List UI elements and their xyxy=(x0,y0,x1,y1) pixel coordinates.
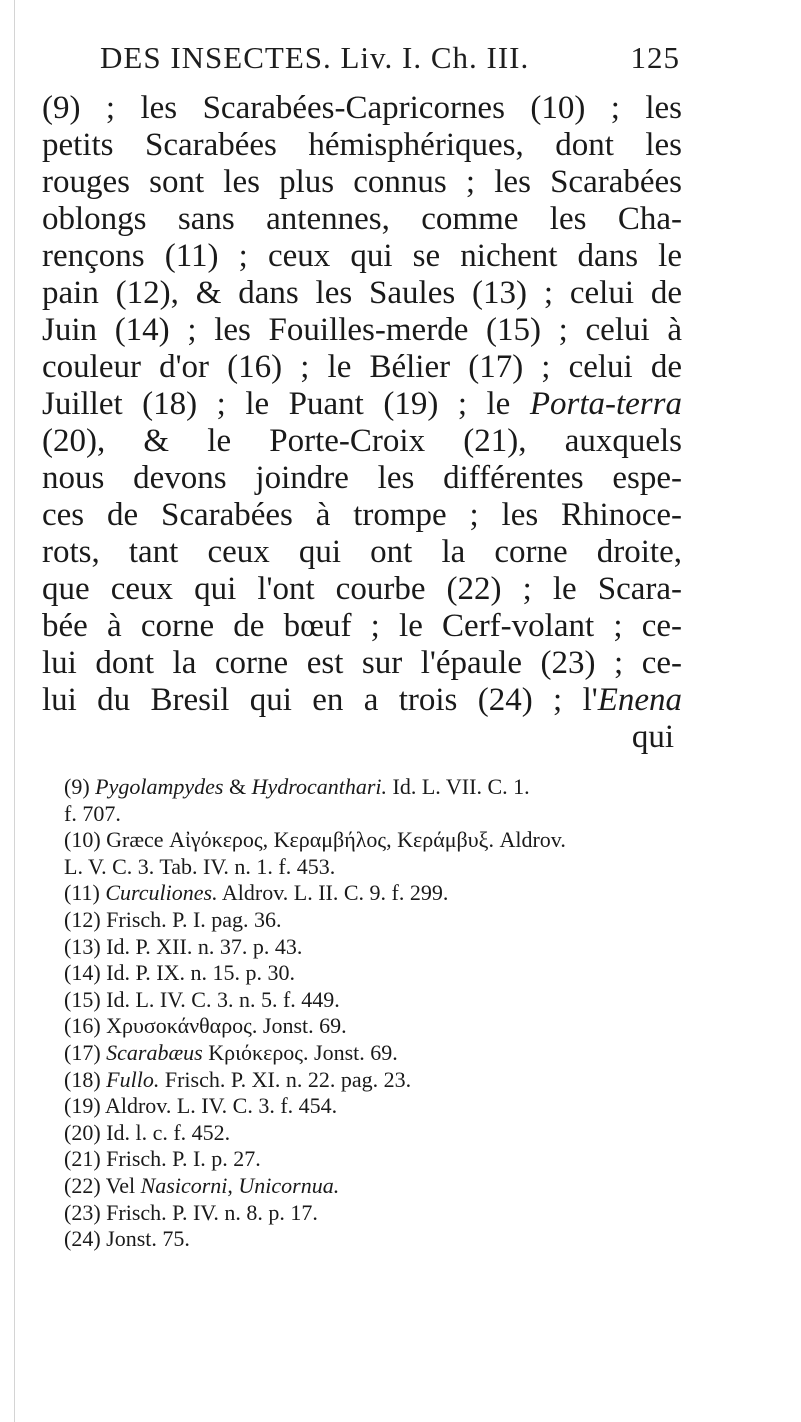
text-segment: Juillet (18) ; le Puant (19) ; le xyxy=(42,386,530,422)
footnote-22 xyxy=(64,1173,704,1200)
footnote-19: (19) Aldrov. L. IV. C. 3. f. 454. xyxy=(64,1093,338,1119)
note-text: (17) xyxy=(64,1039,107,1065)
text-line: nous devons joindre les différentes espe- xyxy=(42,460,682,496)
italic-term: Enena xyxy=(597,682,682,718)
note-text: & xyxy=(223,774,252,799)
note-text: Κριόκερος. Jonst. 69. xyxy=(202,1039,398,1065)
catchword: qui xyxy=(631,719,674,755)
footnote-11 xyxy=(64,880,704,907)
greek-text: Χρυσοκάνθαρος. xyxy=(106,1013,258,1039)
text-segment: lui du Bresil qui en a trois (24) ; l' xyxy=(42,682,598,718)
note-italic: Pygolampydes xyxy=(95,774,224,799)
page-edge xyxy=(14,0,15,1422)
note-italic: Curculiones. xyxy=(105,880,218,906)
note-text: (11) xyxy=(64,880,106,906)
note-text: (16) xyxy=(64,1013,107,1039)
note-number: (9) xyxy=(64,774,90,799)
note-text: (18) xyxy=(64,1066,107,1092)
note-italic: Fullo. xyxy=(106,1066,160,1092)
footnote-9-cont: f. 707. xyxy=(64,800,121,826)
text-line: (20), & le Porte-Croix (21), auxquels xyxy=(42,423,682,459)
text-line: lui dont la corne est sur l'épaule (23) ; ce- xyxy=(42,645,682,681)
footnote-16 xyxy=(64,1013,704,1040)
footnote-18 xyxy=(64,1067,704,1094)
footnote-20: (20) Id. l. c. f. 452. xyxy=(64,1119,231,1145)
greek-text: Αἰγόκερος, Κεραμβήλος, Κεράμβυξ. xyxy=(169,827,494,853)
note-italic: Hydrocanthari. xyxy=(251,774,388,799)
footnote-15: (15) Id. L. IV. C. 3. n. 5. f. 449. xyxy=(64,986,340,1012)
main-text xyxy=(42,90,682,756)
note-text: (22) Vel xyxy=(64,1172,141,1198)
note-text: Frisch. P. XI. n. 22. pag. 23. xyxy=(159,1066,412,1092)
text-line xyxy=(42,682,682,719)
text-line: bée à corne de bœuf ; le Cerf-volant ; ce- xyxy=(42,608,682,644)
note-text: (10) Græce xyxy=(64,827,170,853)
note-italic: Scarabæus xyxy=(106,1039,203,1065)
running-title: DES INSECTES. Liv. I. Ch. III. xyxy=(100,40,530,75)
text-line: couleur d'or (16) ; le Bélier (17) ; celui de xyxy=(42,349,682,385)
footnote-10-cont: L. V. C. 3. Tab. IV. n. 1. f. 453. xyxy=(64,853,336,879)
footnote-13: (13) Id. P. XII. n. 37. p. 43. xyxy=(64,933,303,959)
footnote-14: (14) Id. P. IX. n. 15. p. 30. xyxy=(64,960,295,986)
footnotes xyxy=(64,774,704,1253)
footnote-9 xyxy=(64,774,704,801)
footnote-12: (12) Frisch. P. I. pag. 36. xyxy=(64,906,282,932)
text-line: petits Scarabées hémisphériques, dont les xyxy=(42,127,682,163)
footnote-21: (21) Frisch. P. I. p. 27. xyxy=(64,1146,261,1172)
text-line: pain (12), & dans les Saules (13) ; celui de xyxy=(42,275,682,311)
italic-term: Porta-terra xyxy=(529,386,682,422)
footnote-24: (24) Jonst. 75. xyxy=(64,1226,190,1252)
footnote-17 xyxy=(64,1040,704,1067)
note-italic: Unicornua. xyxy=(238,1172,340,1198)
text-line: Juin (14) ; les Fouilles-merde (15) ; celui à xyxy=(42,312,682,348)
note-text: Id. L. VII. C. 1. xyxy=(387,774,530,799)
note-text: Jonst. 69. xyxy=(257,1013,347,1039)
text-line: rençons (11) ; ceux qui se nichent dans le xyxy=(42,238,682,274)
page-number: 125 xyxy=(630,40,680,75)
note-text: , xyxy=(227,1172,239,1198)
text-line: (9) ; les Scarabées-Capricornes (10) ; les xyxy=(42,90,682,126)
running-header xyxy=(100,40,680,76)
text-line: oblongs sans antennes, comme les Cha- xyxy=(42,201,682,237)
text-line: rouges sont les plus connus ; les Scarabées xyxy=(42,164,682,200)
text-line: que ceux qui l'ont courbe (22) ; le Scara- xyxy=(42,571,682,607)
note-italic: Nasicorni xyxy=(140,1172,228,1198)
note-text: Aldrov. L. II. C. 9. f. 299. xyxy=(217,880,449,906)
text-line xyxy=(42,386,682,423)
text-line: ces de Scarabées à trompe ; les Rhinoce- xyxy=(42,497,682,533)
note-text: Aldrov. xyxy=(493,827,566,853)
footnote-23: (23) Frisch. P. IV. n. 8. p. 17. xyxy=(64,1199,318,1225)
text-line: rots, tant ceux qui ont la corne droite, xyxy=(42,534,682,570)
footnote-10 xyxy=(64,827,704,854)
